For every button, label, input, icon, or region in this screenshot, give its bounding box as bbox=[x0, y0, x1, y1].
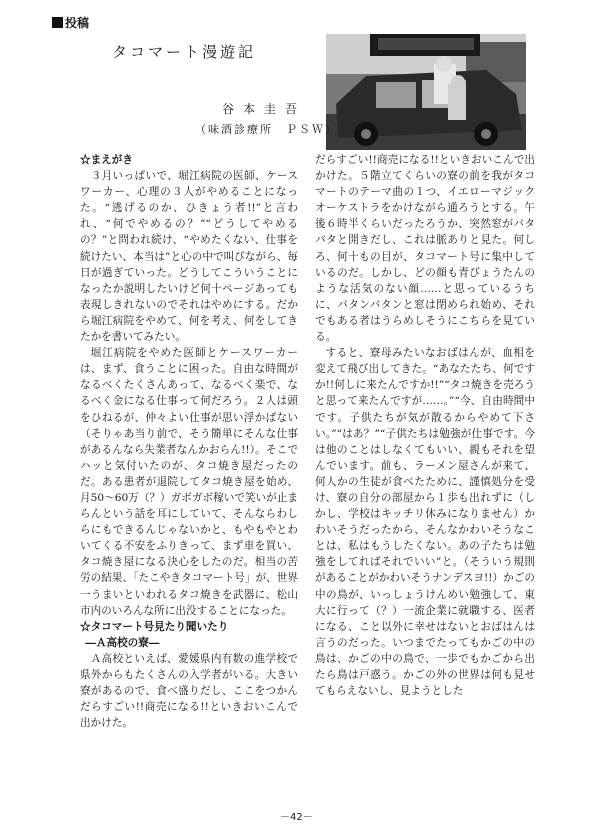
section-heading: ☆まえがき bbox=[80, 154, 133, 166]
section-label: 投稿 bbox=[65, 16, 90, 30]
square-bullet-icon bbox=[52, 17, 63, 28]
paragraph: ３月いっぱいで、堀江病院の医師、ケースワーカー、心理の３人がやめることになった。“逃げるのか、ひきょう者!!”と言われ、“何でやめるの？”“どうしてやめるの？”と問われ続け、“やめたくない、仕事を続けたい、本当は”と心の中で叫びながら、毎日が過ぎていった。どうしてこういうことになったか説明したいけど何十ページあっても表現しきれないのでそれはやめにする。だから堀江病院をやめて、何を考え、何をしてきたかを書いてみたい。 bbox=[80, 170, 298, 344]
article-photo bbox=[326, 34, 526, 150]
paragraph: すると、寮母みたいなおばはんが、血相を変えて飛び出してきた。“あなたたち、何ですか!!何しに来たんですか!!”“タコ焼きを売ろうと思って来たんですが……。”“今、自由時間中です。子供たちが気が散るからやめて下さい。”“はあ？”“子供たちは勉強が仕事です。今は他のことはしなくてもいい、親もそれを望んでいます。前も、ラーメン屋さんが来て、何人かの生徒が食べたために、謹慎処分を受け、寮の自分の部屋から１歩も出れずに（しかし、学校はキッチリ休みになりません）かわいそうだったから、そんなかわいそうなことは、私はもうしたくない。あの子たちは勉強をしてればそれでいい”と。（そういう規則があることがかわいそうナンデスヨ!!）かごの中の鳥が、いっしょうけんめい勉強して、東大に行って（？）一流企業に就職する、医者になる、こと以外に幸せはないとおばはんは言うのだった。いつまでたってもかごの中の鳥は、かごの中の鳥で、一歩でもかごから出たら鳥は戸惑う。かごの外の世界は何も見せてもらえないし、見ようとした bbox=[315, 347, 535, 698]
photo-van-with-people bbox=[326, 34, 526, 150]
author-name: 谷本圭吾 bbox=[222, 102, 307, 116]
article-title: タコマート漫遊記 bbox=[112, 43, 257, 61]
paragraph-continued: だらすごい!!商売になる!!といきおいこんで出かけた。５階立てくらいの寮の前を我がタコマートのテーマ曲の１つ、イエローマジックオーケストラをかけながら通ろうとする。午後６時半くらいだったろうか、突然窓がバタバタと開きだし、これは脈ありと見た。何しろ、何十もの目が、タコマート号に集中しているのだ。しかし、どの顔も青びょうたんのような活気のない顔……と思っているうちに、バタンバタンと窓は閉められ始め、それでもある者はうらめしそうにこちらを見ている。 bbox=[315, 154, 535, 344]
section-heading: ☆タコマート号見たり聞いたり bbox=[80, 620, 229, 633]
section-tag bbox=[52, 14, 89, 31]
subsection-heading: ―Ａ高校の寮― bbox=[85, 636, 160, 649]
author-affiliation: （味酒診療所 ＰＳＷ） bbox=[195, 123, 338, 136]
text-column-right bbox=[315, 152, 535, 802]
page-number: －42－ bbox=[280, 812, 313, 823]
paragraph: 堀江病院をやめた医師とケースワーカーは、まず、食うことに困った。自由な時間がなるべくたくさんあって、なるべく楽で、なるべく金になる仕事って何だろう。２人は頭をひねるが、仲々よい仕事が思い浮かばない（そりゃあ当り前で、そう簡単にそんな仕事があるんなら失業者なんかおらん!!）。そこでハッと気付いたのが、タコ焼き屋だったのだ。ある患者が退院してタコ焼き屋を始め、月50〜60万（？）ガボガボ稼いで笑いが止まらんという話を耳にしていて、そんならわしらにもできるんじゃないかと、もやもやとわいてくる不安をふりきって、まず車を買い、タコ焼き屋になる決心をしたのだ。相当の苦労の結果、「たこやきタコマート号」が、世界一うまいといわれるタコ焼きを武器に、松山市内のいろんな所に出没することになった。 bbox=[80, 347, 298, 617]
text-column-left bbox=[80, 152, 298, 802]
paragraph: Ａ高校といえば、愛媛県内有数の進学校で県外からもたくさんの入学者がいる。大きい寮があるので、食べ盛りだし、ここをつかんだらすごい!!商売になる!!といきおいこんで出かけた。 bbox=[80, 652, 298, 730]
